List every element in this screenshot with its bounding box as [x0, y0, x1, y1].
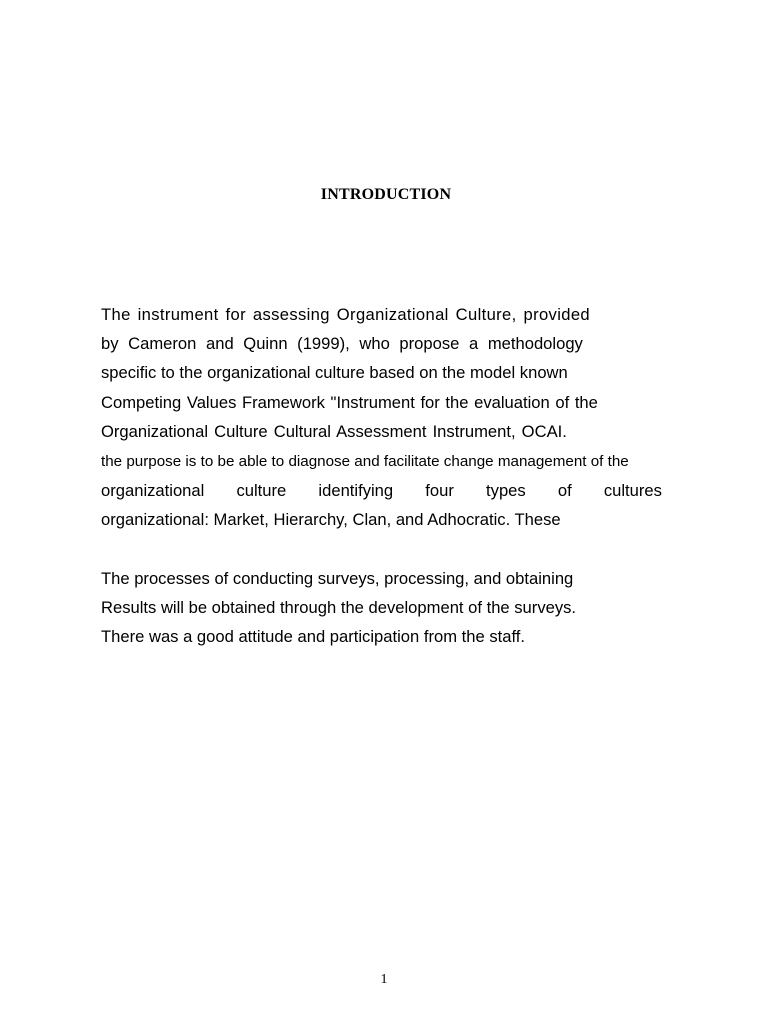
word: types [486, 481, 526, 500]
paragraph-1-line-4: Competing Values Framework "Instrument for the evaluation of the [101, 393, 598, 412]
page-number: 1 [380, 972, 388, 987]
word: four [425, 481, 454, 500]
paragraph-2-line-2: Results will be obtained through the development of the surveys. [101, 598, 577, 617]
paragraph-2-line-3: There was a good attitude and participation from the staff. [101, 627, 526, 646]
paragraph-1-line-3: specific to the organizational culture based on the model known [101, 363, 568, 382]
word: organizational [101, 481, 205, 500]
paragraph-1-line-5: Organizational Culture Cultural Assessment Instrument, OCAI. [101, 422, 567, 441]
paragraph-1-line-1: The instrument for assessing Organizational Culture, provided [101, 305, 590, 324]
paragraph-1-line-7 [101, 481, 662, 501]
word: cultures [603, 481, 662, 500]
word: culture [236, 481, 287, 500]
word: identifying [318, 481, 394, 500]
word: of [557, 481, 572, 500]
paragraph-2-line-1: The processes of conducting surveys, processing, and obtaining [101, 569, 574, 588]
paragraph-1-line-2: by Cameron and Quinn (1999), who propose a methodology [101, 334, 583, 353]
section-title: INTRODUCTION [320, 186, 452, 203]
paragraph-1-line-8: organizational: Market, Hierarchy, Clan, and Adhocratic. These [101, 510, 561, 529]
paragraph-1-line-6: the purpose is to be able to diagnose and facilitate change management of the [101, 453, 629, 470]
